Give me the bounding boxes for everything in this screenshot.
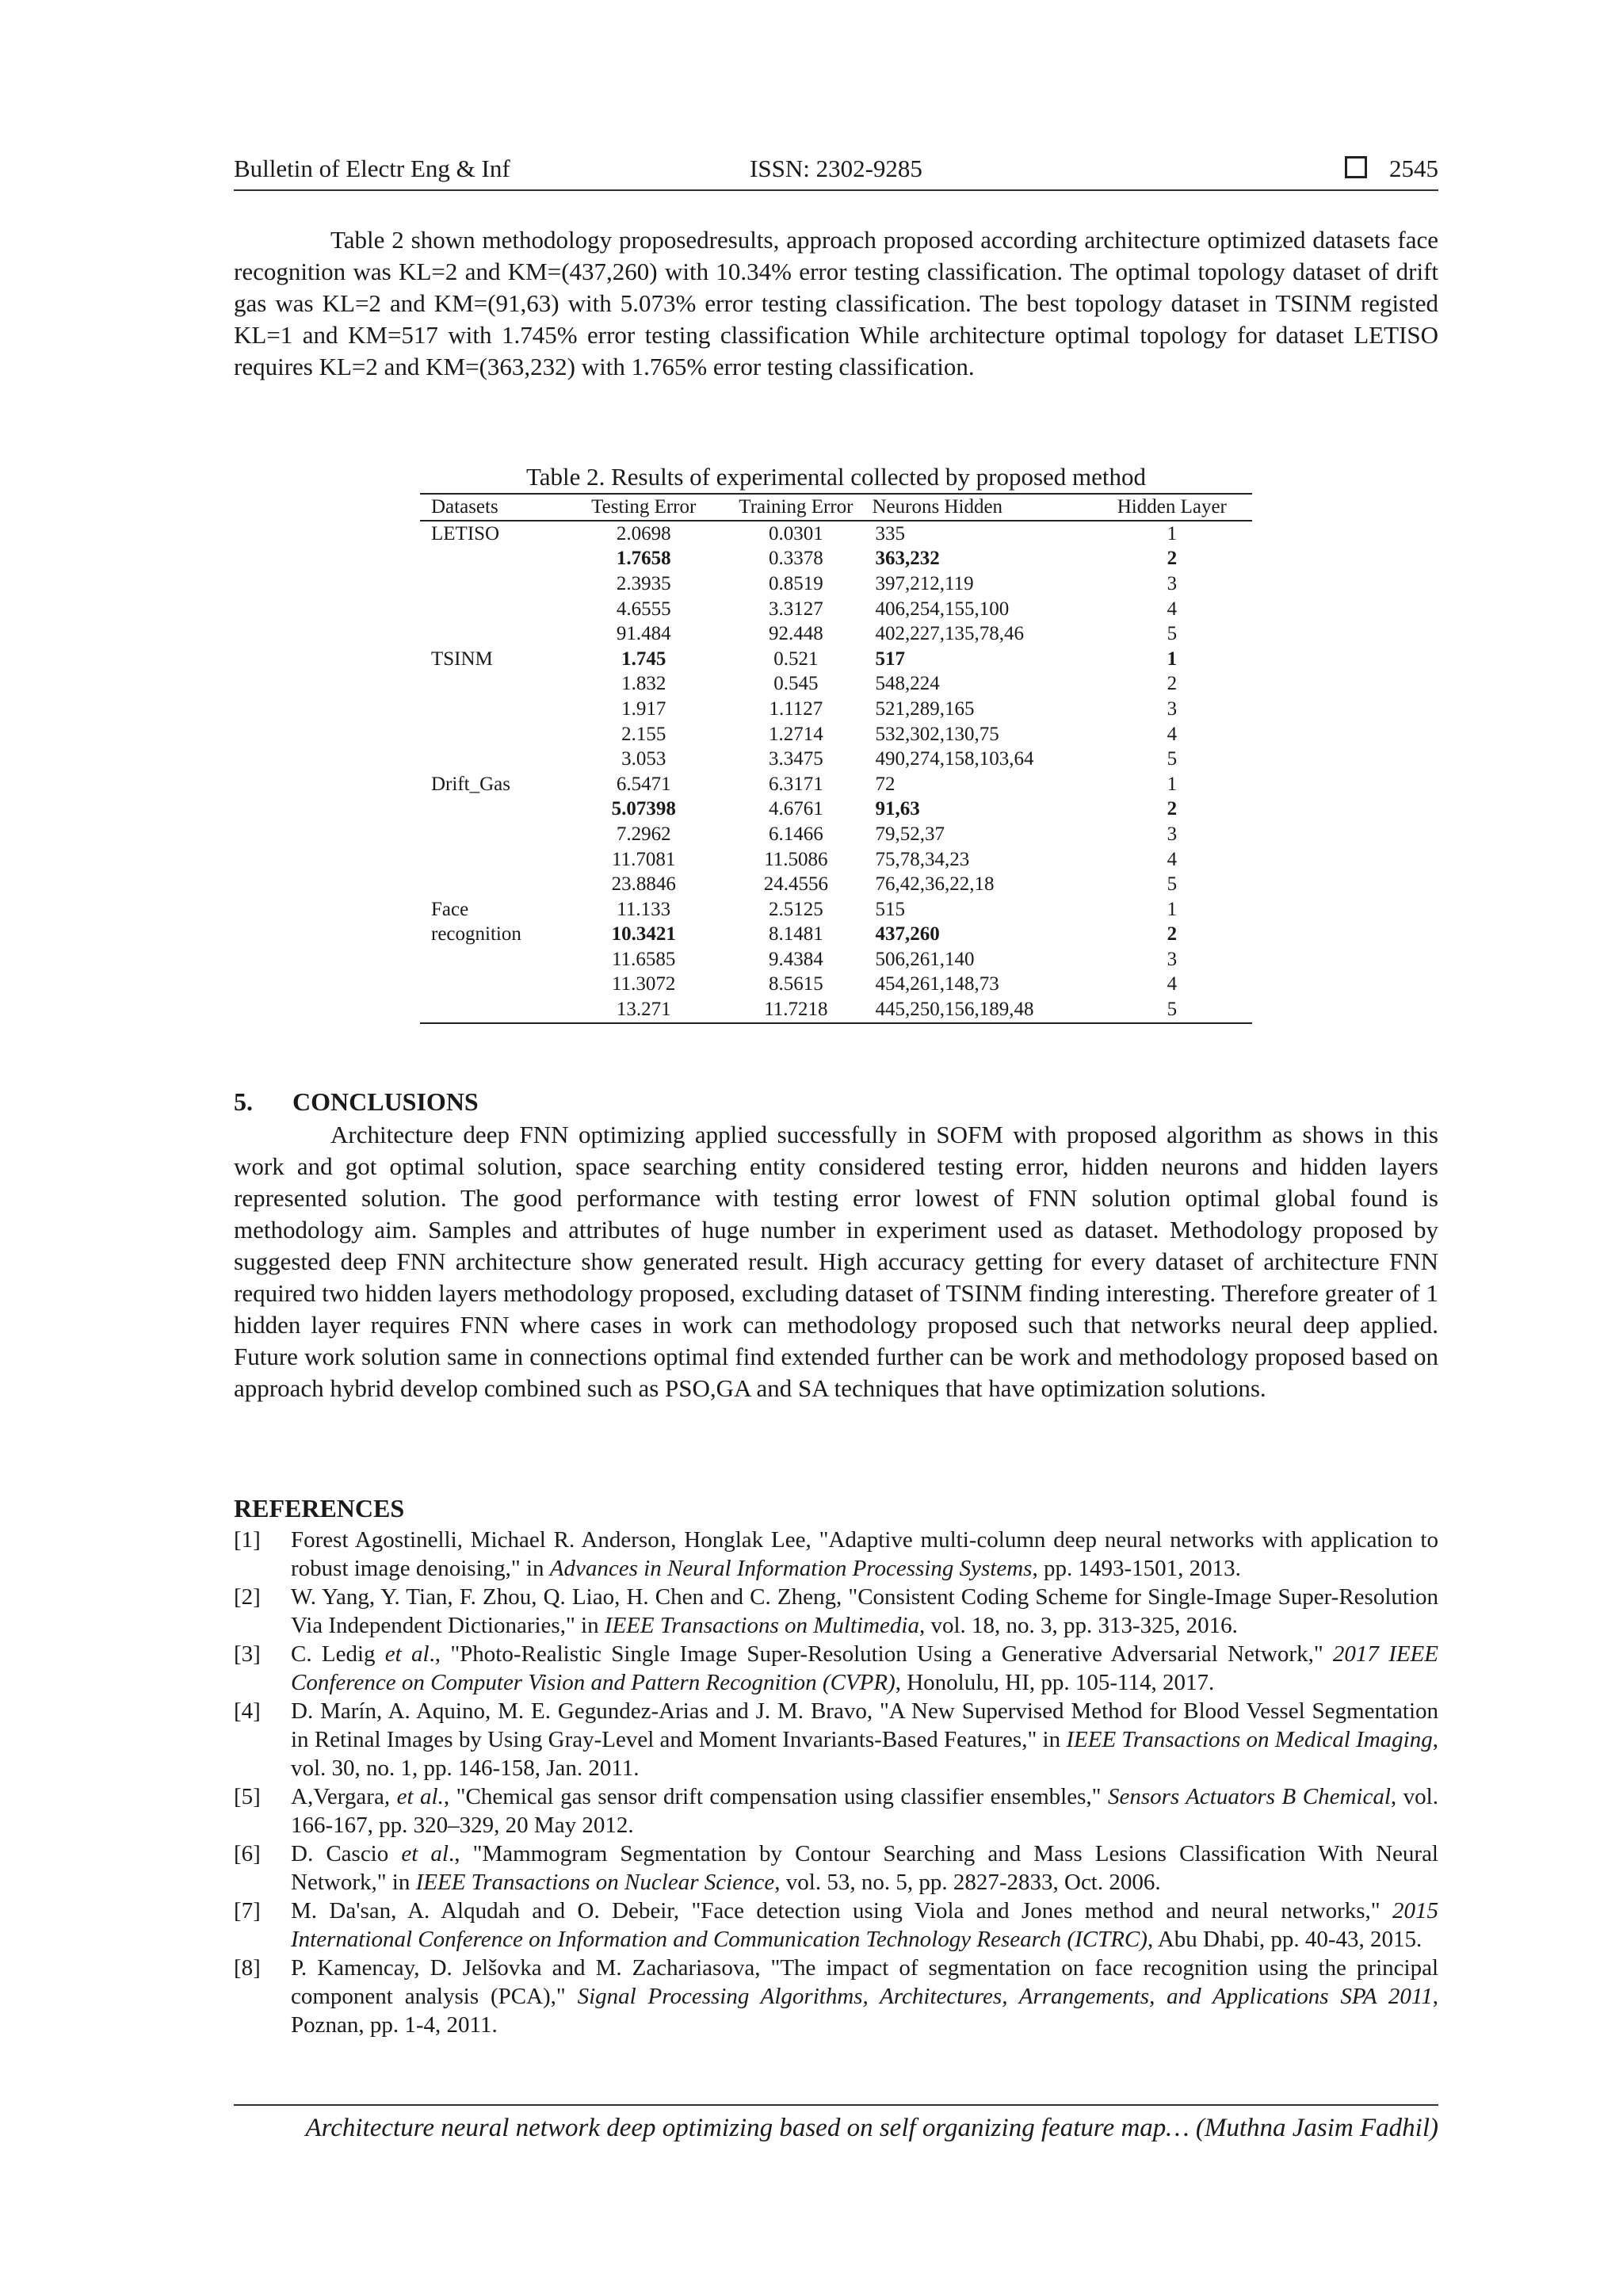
section-title: CONCLUSIONS [292,1087,479,1116]
reference-item [234,1839,1438,1897]
table-row [420,747,1252,772]
conclusions-text: Architecture deep FNN optimizing applied successfully in SOFM with proposed algorithm as shows in this work and got optimal solution, space searching entity considered testing error, hidden neurons and hidden layers represented solution. The good performance with testing error lowest of FNN solution optimal global found is methodology aim. Samples and attributes of huge number in experiment used as dataset. Methodology proposed by suggested deep FNN architecture show generated result. High accuracy getting for every dataset of architecture FNN required two hidden layers methodology proposed, excluding dataset of TSINM finding interesting. Therefore greater of 1 hidden layer requires FNN where cases in work can methodology proposed such that networks neural deep applied. Future work solution same in connections optimal find extended further can be work and methodology proposed based on approach hybrid develop combined such as PSO,GA and SA techniques that have optimization solutions. [234,1121,1438,1402]
cell-training-error: 0.8519 [769,572,823,594]
header-hidden-layer: Hidden Layer [1092,494,1252,521]
cell-neurons-hidden: 454,261,148,73 [875,973,999,995]
table-row [420,923,1252,948]
cell-hidden-layer: 1 [1167,522,1178,544]
reference-details: , Honolulu, HI, pp. 105-114, 2017. [895,1670,1215,1695]
cell-neurons-hidden: 402,227,135,78,46 [875,623,1024,645]
table-body [420,521,1252,1023]
cell-neurons-hidden: 515 [875,898,905,920]
cell-testing-error: 2.0698 [616,522,671,544]
table-row [420,521,1252,547]
cell-training-error: 1.1127 [769,697,823,720]
cell-training-error: 0.3378 [769,548,823,570]
table-row [420,822,1252,847]
references-list [234,1526,1438,2039]
cell-hidden-layer: 5 [1167,748,1178,770]
reference-index: [8] [234,1955,261,1981]
reference-details: , Poznan, pp. 1-4, 2011. [291,1984,1438,2038]
cell-dataset [420,672,567,697]
table-row [420,571,1252,597]
cell-training-error: 11.7218 [720,997,872,1023]
reference-text: P. Kamencay, D. Jelšovka and M. Zachariasova, "The impact of segmentation on face recognition using the principal component analysis (PCA)," [291,1955,1438,2009]
reference-etal: et al [401,1841,449,1866]
page-number: 2545 [1389,155,1438,182]
reference-index: [4] [234,1698,261,1724]
table-row [420,697,1252,722]
header-training-error: Training Error [720,494,872,521]
cell-neurons-hidden: 72 [875,773,896,795]
cell-hidden-layer: 3 [1167,948,1178,970]
cell-testing-error: 4.6555 [616,598,671,620]
cell-dataset [420,621,567,647]
table-row [420,947,1252,972]
cell-neurons-hidden: 548,224 [875,673,940,695]
page-number-block [1345,155,1438,183]
square-icon [1345,156,1367,178]
intro-paragraph-text: Table 2 shown methodology proposedresults, approach proposed according architecture optimized datasets face recognition was KL=2 and KM=(437,260) with 10.34% error testing classification. The optimal topology dataset of drift gas was KL=2 and KM=(91,63) with 5.073% error testing classification. The best topology dataset in TSINM registed KL=1 and KM=517 with 1.745% error testing classification While architecture optimal topology for dataset LETISO requires KL=2 and KM=(363,232) with 1.765% error testing classification. [234,226,1438,380]
cell-testing-error: 6.5471 [616,773,671,795]
issn: ISSN: 2302-9285 [750,155,922,182]
cell-testing-error: 11.7081 [612,848,676,870]
reference-item [234,1897,1438,1954]
cell-hidden-layer: 5 [1167,623,1178,645]
reference-details: , vol. 53, no. 5, pp. 2827-2833, Oct. 2006. [774,1870,1161,1895]
results-table [420,493,1252,1024]
cell-hidden-layer: 4 [1167,723,1178,745]
reference-venue: 2015 International Conference on Information and Communication Technology Research (ICTRC) [291,1898,1438,1952]
reference-venue: Advances in Neural Information Processing Systems [549,1556,1033,1581]
running-header [234,155,1438,191]
reference-text: ., "Mammogram Segmentation by Contour Searching and Mass Lesions Classification With Neural Network," in [291,1841,1438,1895]
cell-hidden-layer: 4 [1167,848,1178,870]
cell-dataset [420,997,567,1023]
reference-text: W. Yang, Y. Tian, F. Zhou, Q. Liao, H. Chen and C. Zheng, "Consistent Coding Scheme for Single-Image Super-Resolution Via Independent Dictionaries," in [291,1584,1438,1638]
table-row [420,897,1252,923]
cell-dataset: recognition [431,923,521,946]
cell-neurons-hidden: 490,274,158,103,64 [875,748,1034,770]
reference-etal: , et al. [384,1784,444,1809]
cell-neurons-hidden: 521,289,165 [875,697,975,720]
cell-training-error: 2.5125 [769,898,823,920]
table-header-row [420,494,1252,521]
header-testing-error: Testing Error [567,494,720,521]
reference-text: M. Da'san, A. Alqudah and O. Debeir, "Face detection using Viola and Jones method and neural networks," [291,1898,1392,1924]
cell-hidden-layer: 2 [1167,673,1178,695]
cell-hidden-layer: 3 [1167,697,1178,720]
cell-neurons-hidden: 437,260 [875,923,940,946]
cell-neurons-hidden: 79,52,37 [875,823,945,845]
cell-testing-error: 23.8846 [611,873,676,896]
intro-paragraph [234,224,1438,383]
cell-hidden-layer: 5 [1167,873,1178,896]
cell-testing-error: 11.6585 [612,948,676,970]
cell-training-error: 92.448 [769,623,823,645]
table-row [420,621,1252,647]
table-row [420,672,1252,697]
reference-item [234,1954,1438,2039]
cell-dataset [420,947,567,972]
reference-text: A,Vergara [291,1784,384,1809]
cell-training-error: 8.1481 [769,923,823,946]
cell-testing-error: 3.053 [621,748,666,770]
cell-training-error: 4.6761 [769,798,823,820]
reference-index: [7] [234,1898,261,1924]
reference-venue: IEEE Transactions on Medical Imaging [1066,1727,1433,1752]
header-datasets: Datasets [420,494,567,521]
cell-neurons-hidden: 335 [875,522,905,544]
reference-text: C. Ledig [291,1641,385,1667]
cell-testing-error: 1.832 [621,673,666,695]
cell-testing-error: 2.155 [621,723,666,745]
cell-dataset [420,872,567,897]
cell-hidden-layer: 2 [1167,548,1178,570]
references-heading: REFERENCES [234,1494,405,1522]
reference-item [234,1782,1438,1839]
cell-training-error: 1.2714 [769,723,823,745]
cell-hidden-layer: 4 [1167,598,1178,620]
cell-neurons-hidden: 75,78,34,23 [875,848,970,870]
cell-testing-error: 11.3072 [612,973,676,995]
section-heading [234,1087,479,1117]
cell-hidden-layer: 2 [1167,798,1178,820]
cell-neurons-hidden: 445,250,156,189,48 [873,997,1092,1023]
cell-neurons-hidden: 397,212,119 [875,572,974,594]
cell-training-error: 0.521 [773,648,819,670]
cell-testing-error: 13.271 [567,997,720,1023]
cell-dataset [420,571,567,597]
cell-training-error: 24.4556 [763,873,829,896]
cell-testing-error: 7.2962 [616,823,671,845]
cell-testing-error: 5.07398 [611,798,676,820]
reference-index: [2] [234,1584,261,1610]
cell-training-error: 8.5615 [769,973,823,995]
cell-neurons-hidden: 517 [875,648,905,670]
reference-index: [3] [234,1641,261,1667]
cell-training-error: 0.0301 [769,522,823,544]
cell-testing-error: 1.7658 [616,548,671,570]
cell-neurons-hidden: 532,302,130,75 [875,723,999,745]
cell-dataset [420,722,567,747]
reference-etal: et al [384,1641,430,1667]
cell-neurons-hidden: 363,232 [875,548,940,570]
reference-details: , vol. 18, no. 3, pp. 313-325, 2016. [918,1613,1238,1638]
reference-text: D. Cascio [291,1841,402,1866]
reference-venue: Signal Processing Algorithms, Architectures, Arrangements, and Applications SPA 2011 [577,1984,1433,2009]
cell-testing-error: 10.3421 [611,923,676,946]
cell-training-error: 0.545 [773,673,819,695]
reference-index: [5] [234,1784,261,1809]
cell-dataset: Drift_Gas [431,773,510,795]
cell-training-error: 6.3171 [769,773,823,795]
cell-training-error: 3.3127 [769,598,823,620]
reference-text: Forest Agostinelli, Michael R. Anderson, Honglak Lee, "Adaptive multi-column deep neural networks with application to robust image denoising," in [291,1527,1438,1581]
journal-name: Bulletin of Electr Eng & Inf [234,155,510,182]
section-number: 5. [234,1087,253,1116]
running-footer: Architecture neural network deep optimizing based on self organizing feature map… (Muthna Jasim Fadhil) [234,2104,1438,2143]
reference-text: , "Chemical gas sensor drift compensation using classifier ensembles," [443,1784,1108,1809]
cell-neurons-hidden: 91,63 [875,798,920,820]
cell-dataset [420,972,567,998]
cell-dataset: Face [431,898,469,920]
cell-hidden-layer: 1 [1167,648,1178,670]
header-neurons-hidden: Neurons Hidden [873,494,1092,521]
cell-hidden-layer: 1 [1167,773,1178,795]
table-row [420,797,1252,823]
cell-testing-error: 1.745 [621,648,666,670]
reference-details: , Abu Dhabi, pp. 40-43, 2015. [1147,1927,1423,1952]
reference-item [234,1697,1438,1782]
reference-venue: Sensors Actuators B Chemical [1107,1784,1391,1809]
cell-testing-error: 91.484 [616,623,671,645]
cell-dataset: LETISO [431,522,500,544]
reference-index: [1] [234,1527,261,1553]
reference-details: , vol. 30, no. 1, pp. 146-158, Jan. 2011. [291,1727,1438,1781]
cell-dataset [420,797,567,823]
cell-dataset [420,822,567,847]
cell-hidden-layer: 2 [1167,923,1178,946]
cell-training-error: 6.1466 [769,823,823,845]
cell-testing-error: 1.917 [621,697,666,720]
cell-hidden-layer: 3 [1167,572,1178,594]
table-row [420,847,1252,873]
reference-text: ., "Photo-Realistic Single Image Super-Resolution Using a Generative Adversarial Network," [429,1641,1333,1667]
cell-dataset [420,597,567,622]
cell-dataset: TSINM [431,648,493,670]
table-row [420,972,1252,998]
table-row [420,547,1252,572]
table-row [420,722,1252,747]
reference-details: , vol. 166-167, pp. 320–329, 20 May 2012. [291,1784,1438,1838]
cell-hidden-layer: 1 [1167,898,1178,920]
cell-neurons-hidden: 76,42,36,22,18 [875,873,995,896]
cell-hidden-layer: 5 [1092,997,1252,1023]
reference-item [234,1526,1438,1583]
table-row [420,647,1252,672]
table-caption: Table 2. Results of experimental collected by proposed method [525,463,1147,491]
table-row [420,997,1252,1023]
reference-venue: IEEE Transactions on Nuclear Science [415,1870,775,1895]
reference-text: D. Marín, A. Aquino, M. E. Gegundez-Arias and J. M. Bravo, "A New Supervised Method for Blood Vessel Segmentation in Retinal Images by Using Gray-Level and Moment Invariants-Based Features," in [291,1698,1438,1752]
reference-venue: 2017 IEEE Conference on Computer Vision and Pattern Recognition (CVPR) [291,1641,1438,1695]
table-row [420,772,1252,797]
cell-dataset [420,547,567,572]
reference-item [234,1583,1438,1640]
table-row [420,872,1252,897]
cell-hidden-layer: 4 [1167,973,1178,995]
cell-neurons-hidden: 506,261,140 [875,948,975,970]
reference-index: [6] [234,1841,261,1866]
cell-dataset [420,847,567,873]
conclusions-paragraph [234,1119,1438,1404]
cell-testing-error: 11.133 [617,898,671,920]
table-row [420,597,1252,622]
reference-item [234,1640,1438,1697]
cell-training-error: 9.4384 [769,948,823,970]
cell-dataset [420,697,567,722]
cell-testing-error: 2.3935 [616,572,671,594]
cell-dataset [420,747,567,772]
cell-training-error: 11.5086 [764,848,828,870]
cell-hidden-layer: 3 [1167,823,1178,845]
cell-training-error: 3.3475 [769,748,823,770]
reference-details: , pp. 1493-1501, 2013. [1032,1556,1241,1581]
reference-venue: IEEE Transactions on Multimedia [604,1613,919,1638]
cell-neurons-hidden: 406,254,155,100 [875,598,1010,620]
